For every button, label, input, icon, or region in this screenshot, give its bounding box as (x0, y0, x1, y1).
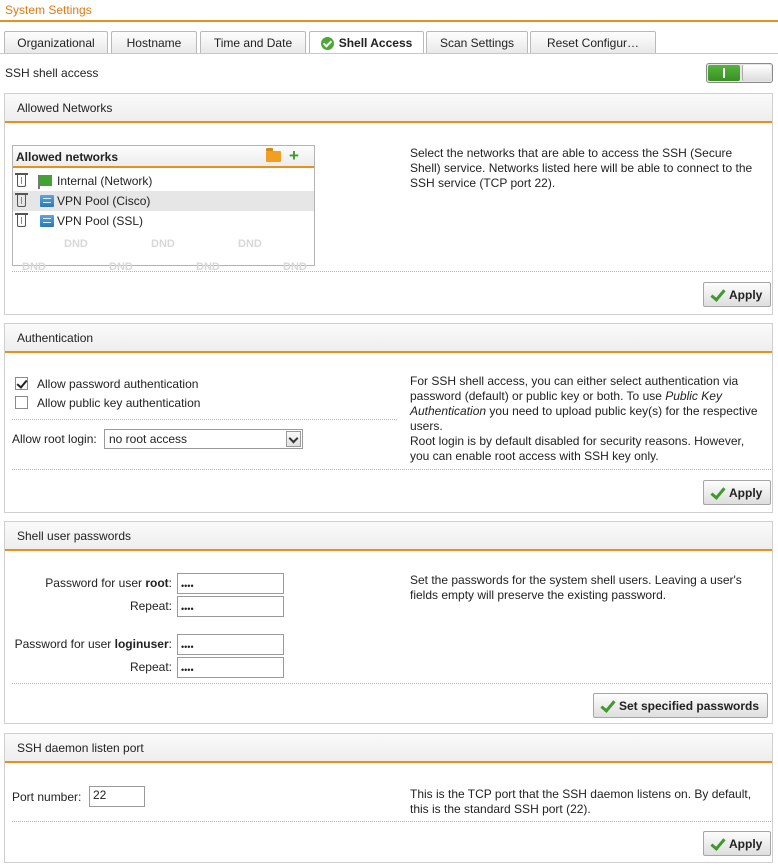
dnd-watermark: DND (64, 238, 88, 250)
masked-value: •••• (181, 642, 194, 652)
loginuser-repeat-label: Repeat: (129, 660, 172, 674)
listen-port-help: This is the TCP port that the SSH daemon listens on. By default, this is the standard SSH port (22). (410, 787, 752, 816)
list-item[interactable] (13, 191, 314, 211)
tab-hostname[interactable] (111, 31, 197, 53)
tab-scan-settings[interactable] (426, 31, 528, 53)
divider (12, 271, 771, 272)
list-item[interactable] (13, 171, 314, 191)
help-emphasis: Public Key Authentication (410, 389, 722, 418)
trash-icon[interactable] (17, 195, 26, 207)
check-circle-icon (321, 37, 334, 50)
root-login-select[interactable] (104, 429, 303, 449)
tab-label: Hostname (126, 35, 182, 50)
dnd-watermark: DND (283, 261, 307, 273)
panel-header (5, 734, 772, 763)
panel-header (5, 522, 772, 551)
tab-label: Scan Settings (439, 35, 515, 50)
root-password-label: Password for user root: (45, 576, 172, 590)
help-text: For SSH shell access, you can either select authentication via password (default) or public key or both. To use (410, 374, 739, 403)
root-login-label: Allow root login: (12, 432, 97, 446)
list-title: Allowed networks (16, 150, 119, 164)
button-label: Apply (729, 836, 763, 851)
shell-passwords-panel (4, 521, 773, 724)
apply-button[interactable] (703, 282, 771, 307)
password-auth-label: Allow password authentication (37, 377, 199, 391)
panel-header (5, 324, 772, 353)
help-text: Root login is by default disabled for security reasons. However, you can enable root access with SSH key only. (410, 434, 745, 463)
allowed-networks-list[interactable] (12, 145, 315, 273)
allowed-networks-panel (4, 93, 773, 315)
list-item-label: VPN Pool (SSL) (57, 214, 144, 228)
tab-divider (0, 53, 778, 54)
set-passwords-button[interactable] (593, 693, 768, 718)
dnd-watermark: DND (238, 238, 262, 250)
authentication-help (410, 374, 765, 464)
divider (12, 821, 771, 822)
port-value: 22 (93, 788, 107, 802)
tab-organizational[interactable] (4, 31, 108, 53)
port-number-field[interactable] (89, 786, 145, 807)
folder-icon[interactable] (266, 151, 281, 162)
tab-time-and-date[interactable] (200, 31, 306, 53)
toggle-on-indicator (708, 65, 740, 81)
checkmark-icon (710, 837, 724, 851)
tab-label: Shell Access (338, 36, 413, 50)
masked-value: •••• (181, 665, 194, 675)
username: loginuser (114, 637, 169, 651)
shell-passwords-help: Set the passwords for the system shell users. Leaving a user's fields empty will preserve the existing password. (410, 573, 742, 602)
username: root (145, 576, 169, 590)
apply-button[interactable] (703, 831, 771, 856)
loginuser-password-field[interactable] (177, 634, 284, 655)
tab-label: Time and Date (213, 35, 293, 50)
panel-title: SSH daemon listen port (17, 741, 144, 755)
button-label: Set specified passwords (619, 698, 760, 713)
panel-header (5, 94, 772, 123)
allowed-networks-help: Select the networks that are able to access the SSH (Secure Shell) service. Networks listed here will be able to connect to the SSH service (TCP port 22). (410, 146, 753, 190)
window-title: System Settings (5, 3, 92, 17)
list-header (13, 146, 314, 168)
dnd-watermark: DND (109, 261, 133, 273)
divider (12, 419, 397, 420)
checkmark-icon (710, 288, 724, 302)
loginuser-repeat-field[interactable] (177, 657, 284, 678)
panel-title: Shell user passwords (17, 529, 132, 543)
ssh-access-toggle[interactable] (706, 63, 773, 83)
tab-label: Reset Configur… (546, 35, 640, 50)
dnd-watermark: DND (22, 261, 46, 273)
tab-label: Organizational (17, 35, 95, 50)
vpn-pool-icon (40, 215, 54, 227)
title-bar (0, 0, 778, 22)
chevron-down-icon (286, 431, 301, 447)
network-flag-icon (40, 175, 52, 186)
masked-value: •••• (181, 581, 194, 591)
add-icon[interactable]: + (289, 146, 299, 165)
pubkey-auth-label: Allow public key authentication (37, 396, 201, 410)
port-number-label: Port number: (12, 790, 82, 804)
root-repeat-label: Repeat: (129, 599, 172, 613)
tab-reset-configuration[interactable] (530, 31, 656, 53)
panel-title: Allowed Networks (17, 101, 113, 115)
loginuser-password-label: Password for user loginuser: (14, 637, 172, 651)
tab-shell-access[interactable] (309, 31, 424, 54)
toggle-knob (742, 65, 771, 81)
authentication-panel (4, 323, 773, 513)
vpn-pool-icon (40, 195, 54, 207)
button-label: Apply (729, 287, 763, 302)
pubkey-auth-checkbox[interactable] (15, 396, 28, 409)
password-auth-checkbox[interactable] (15, 377, 28, 390)
dnd-watermark: DND (151, 238, 175, 250)
panel-title: Authentication (17, 331, 94, 345)
root-login-value: no root access (109, 432, 188, 446)
dnd-watermark: DND (196, 261, 220, 273)
masked-value: •••• (181, 604, 194, 614)
checkmark-icon (600, 699, 614, 713)
root-repeat-field[interactable] (177, 596, 284, 617)
checkmark-icon (710, 486, 724, 500)
listen-port-panel (4, 733, 773, 863)
ssh-access-label: SSH shell access (5, 66, 99, 80)
divider (12, 683, 771, 684)
trash-icon[interactable] (17, 175, 26, 187)
root-password-field[interactable] (177, 573, 284, 594)
apply-button[interactable] (703, 480, 771, 505)
divider (12, 469, 771, 470)
list-item-label: Internal (Network) (57, 174, 153, 188)
label-prefix: Password for user (14, 637, 115, 651)
list-item[interactable] (13, 211, 314, 231)
button-label: Apply (729, 485, 763, 500)
help-text: you need to upload public key(s) for the respective users. (410, 404, 758, 433)
label-prefix: Password for user (45, 576, 146, 590)
trash-icon[interactable] (17, 215, 26, 227)
list-item-label: VPN Pool (Cisco) (57, 194, 151, 208)
